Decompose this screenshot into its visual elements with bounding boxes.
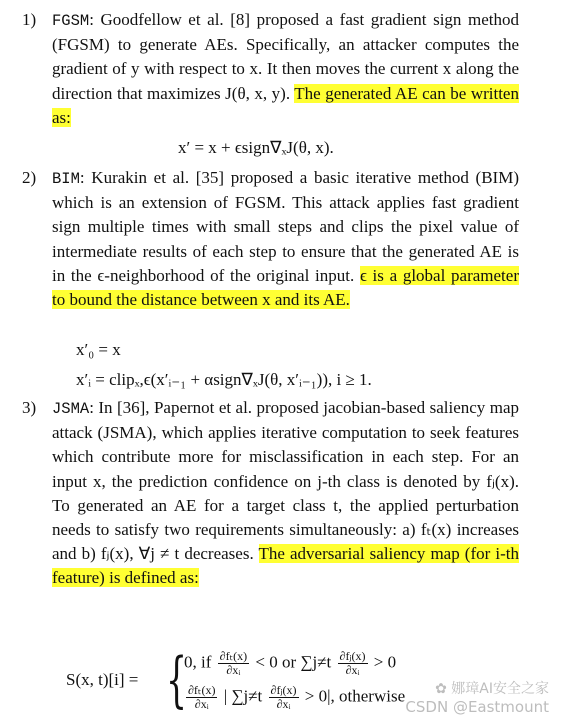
equation-case-2	[184, 684, 405, 711]
case2-sum: | ∑j≠t	[223, 686, 263, 706]
frac-denominator: ∂xᵢ	[276, 697, 291, 711]
frac-denominator: ∂xᵢ	[345, 663, 360, 677]
paragraph-text: : In [36], Papernot et al. proposed jacobian-based saliency map attack (JSMA), which applies iterative computation to seek features which contribute more for misclassification in each step. For an input x, the prediction confidence on j-th class is denoted by fⱼ(x). To generated an AE for a target class t, the applied perturbation needs to satisfy two requirements simultaneously: a) fₜ(x) increases and b) fⱼ(x), ∀j ≠ t decreases.	[52, 398, 519, 564]
equation-case-1	[184, 650, 396, 677]
item-number: 3)	[22, 398, 37, 417]
frac-denominator: ∂xᵢ	[226, 663, 241, 677]
equation-bim-iter: x′ᵢ = clipₓ,ϵ(x′ᵢ₋₁ + αsign∇ₓJ(θ, x′ᵢ₋₁)), i ≥ 1.	[76, 370, 372, 389]
watermark-line-1: ✿ 娜璋AI安全之家	[435, 681, 549, 697]
paragraph-text: : Kurakin et al. [35] proposed a basic iterative method (BIM) which is an extension of FGSM. This attack applies fast gradient sign multiple times with small steps and clips the pixel value of intermediate results of each step to ensure that the generated AE is in the ϵ-neighborhood of the original input.	[52, 168, 519, 285]
highlighted-text: The generated AE can be written as:	[52, 83, 519, 127]
fraction-ft	[218, 650, 249, 677]
equation-lhs: S(x, t)[i] =	[66, 670, 139, 689]
case1-end: > 0	[373, 652, 397, 672]
frac-numerator: ∂fⱼ(x)	[270, 683, 297, 697]
equation-fgsm: x′ = x + ϵsign∇ₓJ(θ, x).	[178, 138, 334, 157]
watermark-line-2: CSDN @Eastmount	[405, 698, 549, 716]
frac-numerator: ∂fⱼ(x)	[339, 649, 366, 663]
case2-end: > 0|, otherwise	[304, 686, 406, 706]
item-number: 1)	[22, 10, 37, 29]
fraction-fj	[338, 650, 368, 677]
method-name: BIM	[52, 170, 80, 188]
method-name: FGSM	[52, 12, 90, 30]
item-number: 2)	[22, 168, 37, 187]
method-name: JSMA	[52, 400, 90, 418]
item-paragraph	[52, 396, 519, 591]
item-paragraph	[52, 8, 519, 130]
case1-sum: ∑j≠t	[300, 652, 332, 672]
watermark	[405, 680, 549, 716]
case1-prefix: 0, if	[184, 652, 212, 672]
equation-bim-init: x′₀ = x	[76, 340, 121, 359]
frac-numerator: ∂fₜ(x)	[219, 649, 248, 663]
brace-symbol: {	[166, 645, 188, 715]
fraction-fj	[269, 684, 299, 711]
item-paragraph	[52, 166, 519, 312]
highlighted-text: The adversarial saliency map (for i-th feature) is defined as:	[52, 544, 519, 588]
fraction-ft	[186, 684, 217, 711]
case1-mid: < 0 or	[255, 652, 297, 672]
highlighted-text: ϵ is a global parameter to bound the distance between x and its AE.	[52, 265, 519, 310]
frac-denominator: ∂xᵢ	[194, 697, 209, 711]
paragraph-text: : Goodfellow et al. [8] proposed a fast gradient sign method (FGSM) to generate AEs. Specifically, an attacker computes the gradient of y with respect to x. It then moves the current x along the direction that maximizes J(θ, x, y).	[52, 10, 519, 103]
frac-numerator: ∂fₜ(x)	[188, 683, 216, 697]
